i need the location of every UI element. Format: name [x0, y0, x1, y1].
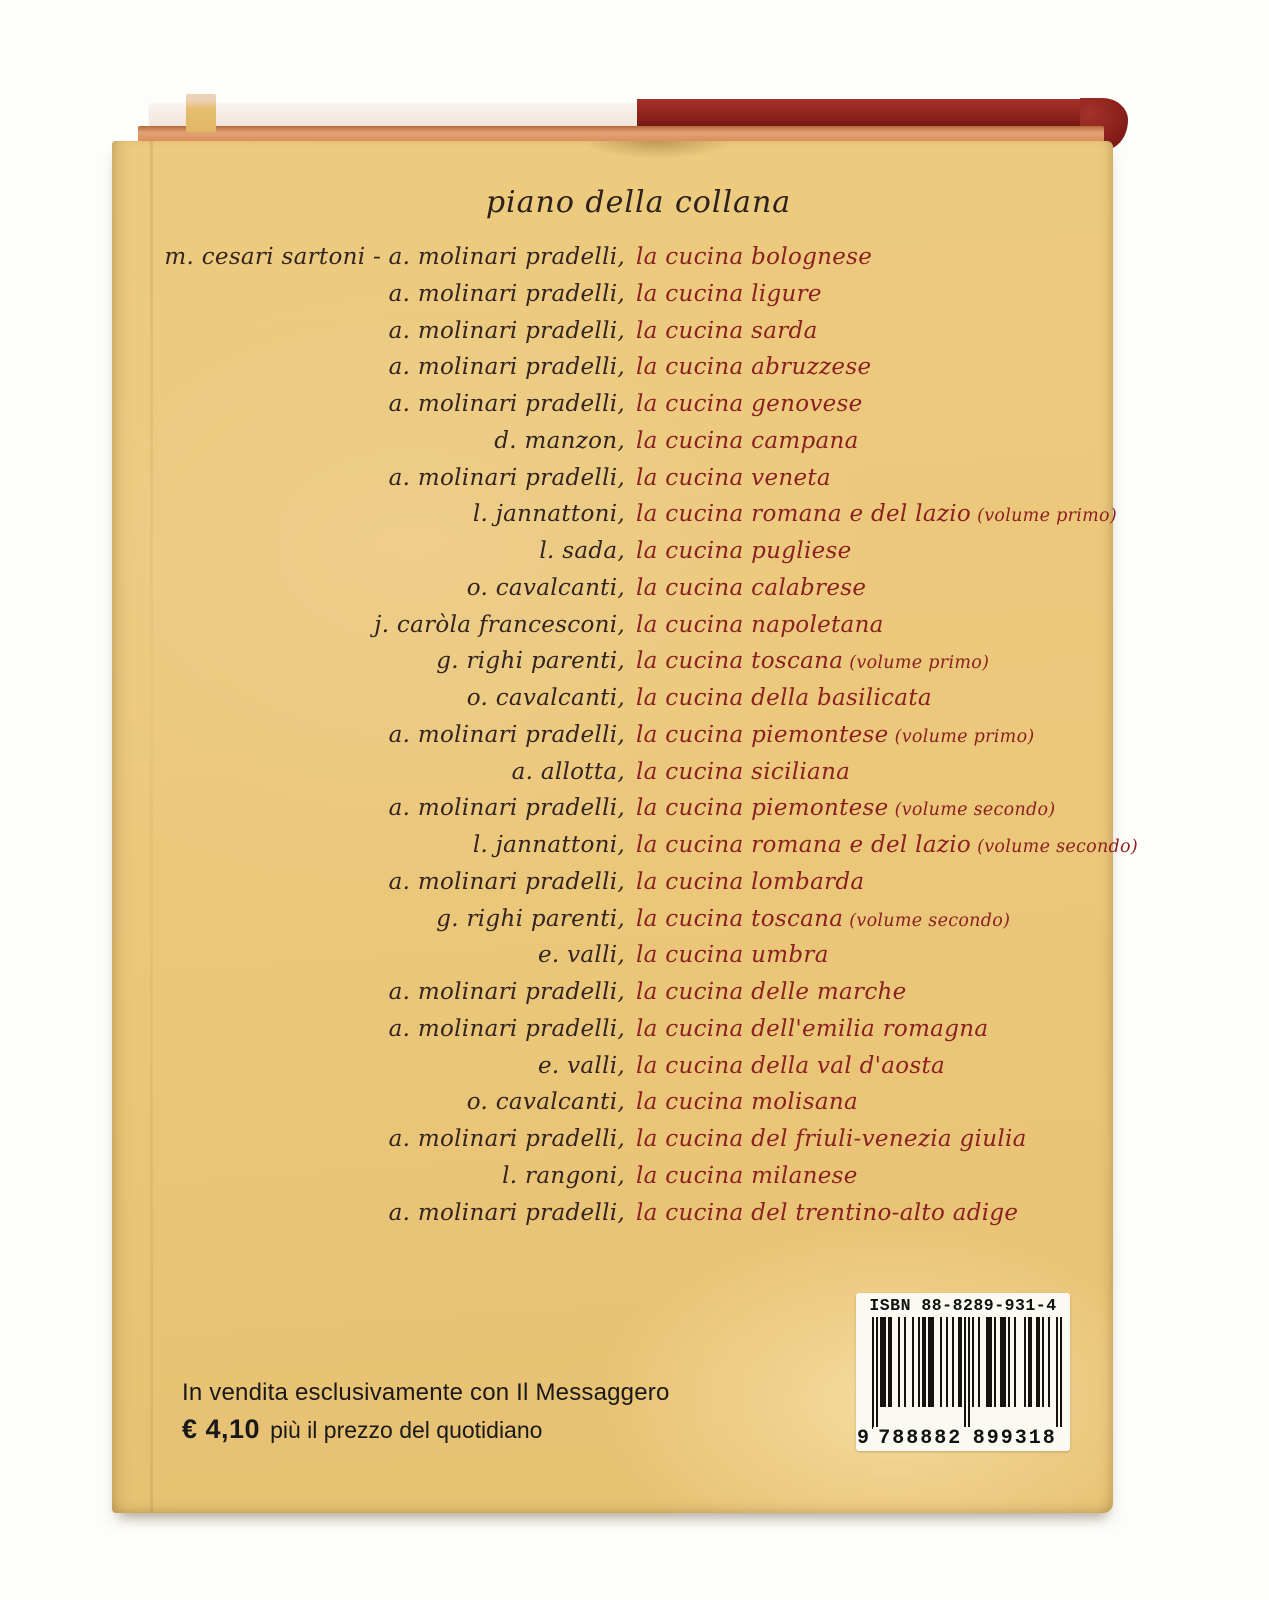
- series-entry: [120, 795, 1105, 832]
- barcode-bars: [872, 1317, 1062, 1429]
- series-title: la cucina siciliana: [636, 758, 851, 785]
- series-author: j. caròla francesconi,: [374, 611, 625, 638]
- series-entry: [120, 575, 1105, 612]
- series-author: m. cesari sartoni - a. molinari pradelli,: [164, 244, 625, 270]
- series-author: l. jannattoni,: [472, 501, 625, 528]
- series-entry: [120, 391, 1105, 428]
- series-volume-note: (volume secondo): [849, 910, 1011, 931]
- series-author: o. cavalcanti,: [466, 1089, 625, 1116]
- series-title: la cucina piemontese: [636, 795, 889, 822]
- series-author: a. molinari pradelli,: [388, 1015, 625, 1042]
- series-entry: [120, 869, 1105, 906]
- series-author: a. molinari pradelli,: [388, 354, 625, 381]
- series-entry: [120, 906, 1105, 943]
- series-title: la cucina veneta: [636, 464, 831, 491]
- series-title: la cucina calabrese: [636, 574, 867, 601]
- isbn-number: ISBN 88-8289-931-4: [869, 1296, 1057, 1315]
- series-title: la cucina abruzzese: [636, 354, 872, 381]
- ean-first-digit: 9: [857, 1427, 870, 1450]
- series-author: g. righi parenti,: [436, 648, 625, 675]
- series-author: a. allotta,: [511, 758, 625, 785]
- barcode-bar: [1060, 1317, 1062, 1429]
- series-title: la cucina delle marche: [636, 979, 907, 1005]
- barcode-digits: [856, 1427, 1062, 1450]
- series-title: la cucina del trentino-alto adige: [636, 1199, 1019, 1226]
- series-volume-note: (volume primo): [977, 506, 1118, 527]
- series-title: la cucina pugliese: [636, 538, 852, 564]
- series-author: l. rangoni,: [502, 1162, 625, 1189]
- series-title: la cucina ligure: [636, 280, 822, 307]
- series-title: la cucina campana: [636, 427, 859, 454]
- series-author: a. molinari pradelli,: [388, 317, 625, 344]
- jacket-dent-shadow: [582, 141, 732, 159]
- series-entry: [120, 759, 1105, 796]
- series-title: la cucina della val d'aosta: [636, 1052, 946, 1079]
- series-title: la cucina genovese: [636, 391, 863, 417]
- book-board-edge-red: [637, 99, 1099, 129]
- series-title: la cucina molisana: [636, 1089, 858, 1116]
- series-entry: [120, 979, 1105, 1016]
- series-entry: [120, 1089, 1105, 1126]
- series-title: la cucina romana e del lazio: [636, 832, 972, 858]
- series-author: a. molinari pradelli,: [388, 280, 625, 307]
- series-entry: [120, 942, 1105, 979]
- series-entry: [120, 1053, 1105, 1090]
- series-entry: [120, 538, 1105, 575]
- series-entry: [120, 354, 1105, 391]
- series-author: g. righi parenti,: [436, 905, 625, 932]
- series-entry: [120, 1200, 1105, 1237]
- series-entry: [120, 1163, 1105, 1200]
- series-title: la cucina toscana: [636, 905, 844, 932]
- series-title: la cucina umbra: [636, 942, 829, 969]
- series-author: a. molinari pradelli,: [388, 979, 625, 1005]
- series-title: la cucina piemontese: [636, 721, 889, 748]
- series-title: la cucina milanese: [636, 1162, 858, 1189]
- sale-note-line2: [182, 1414, 670, 1445]
- series-volume-note: (volume primo): [894, 726, 1035, 747]
- series-author: a. molinari pradelli,: [388, 721, 625, 748]
- series-title: la cucina lombarda: [636, 868, 865, 895]
- series-author: a. molinari pradelli,: [388, 1126, 625, 1152]
- series-entry: [120, 428, 1105, 465]
- series-title: la cucina sarda: [636, 317, 818, 344]
- series-author: o. cavalcanti,: [466, 574, 625, 601]
- series-list: [120, 244, 1139, 1236]
- series-author: a. molinari pradelli,: [388, 1199, 625, 1226]
- series-title: la cucina toscana: [636, 648, 844, 675]
- series-author: a. molinari pradelli,: [388, 464, 625, 491]
- series-author: e. valli,: [537, 1052, 625, 1079]
- series-plan-title: piano della collana: [485, 185, 792, 220]
- series-entry: [120, 501, 1118, 538]
- sale-note: [182, 1379, 670, 1445]
- series-entry: [120, 281, 1105, 318]
- price-suffix: più il prezzo del quotidiano: [270, 1417, 543, 1443]
- series-volume-note: (volume secondo): [977, 837, 1139, 857]
- barcode-label: [856, 1293, 1070, 1451]
- series-title: la cucina della basilicata: [636, 685, 932, 711]
- jacket-flap-corner: [186, 94, 216, 132]
- series-entry: [120, 465, 1105, 502]
- series-author: a. molinari pradelli,: [388, 391, 625, 417]
- series-entry: [120, 832, 1139, 869]
- series-entry: [120, 1126, 1105, 1163]
- series-author: l. jannattoni,: [472, 832, 625, 858]
- ean-left-group: 788882: [873, 1427, 968, 1450]
- series-entry: [120, 1016, 1105, 1053]
- series-title: la cucina del friuli-venezia giulia: [636, 1126, 1027, 1152]
- series-author: a. molinari pradelli,: [388, 795, 625, 822]
- series-entry: [120, 648, 1105, 685]
- series-entry: [120, 318, 1105, 355]
- price-value: € 4,10: [182, 1414, 261, 1444]
- series-author: o. cavalcanti,: [466, 685, 625, 711]
- series-author: e. valli,: [537, 942, 625, 969]
- sale-note-line1: In vendita esclusivamente con Il Messaggero: [182, 1379, 670, 1406]
- series-volume-note: (volume primo): [849, 653, 990, 674]
- series-volume-note: (volume secondo): [894, 800, 1056, 821]
- series-author: a. molinari pradelli,: [388, 868, 625, 895]
- series-entry: [120, 244, 1105, 281]
- ean-right-group: 899318: [968, 1427, 1063, 1450]
- series-entry: [120, 612, 1105, 649]
- series-entry: [120, 722, 1105, 759]
- series-title: la cucina dell'emilia romagna: [636, 1015, 989, 1042]
- dust-jacket-back-panel: [112, 141, 1139, 1513]
- series-author: l. sada,: [539, 538, 625, 564]
- series-title: la cucina napoletana: [636, 611, 884, 638]
- series-title: la cucina bolognese: [636, 244, 873, 270]
- series-author: d. manzon,: [494, 427, 625, 454]
- series-title: la cucina romana e del lazio: [636, 501, 972, 528]
- series-entry: [120, 685, 1105, 722]
